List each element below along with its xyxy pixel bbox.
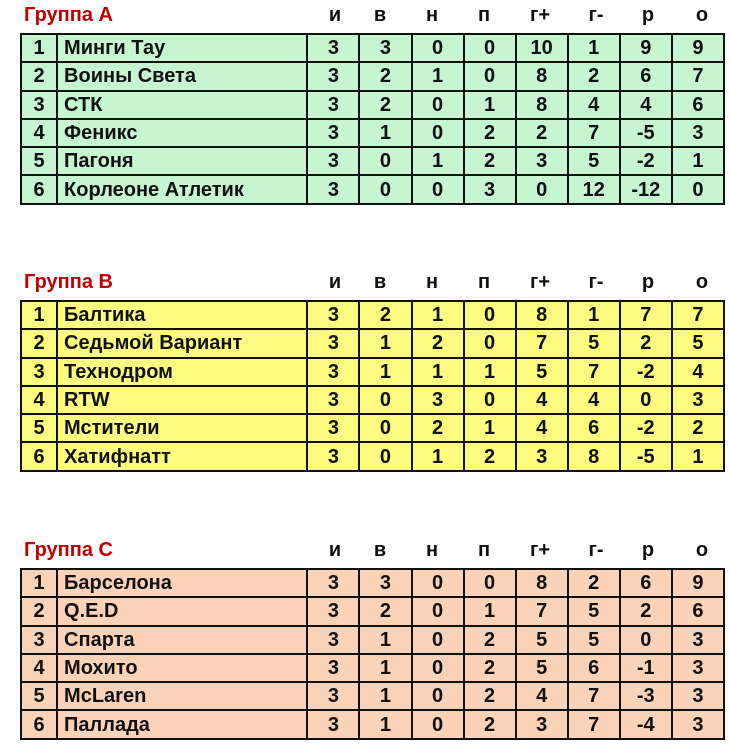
table-row bbox=[21, 358, 724, 386]
goals-for-cell: 5 bbox=[516, 626, 568, 654]
goal-diff-cell: 7 bbox=[620, 301, 672, 329]
position-cell: 5 bbox=[21, 147, 57, 175]
wins-cell: 1 bbox=[359, 358, 411, 386]
col-header-draws: н bbox=[425, 4, 439, 26]
goals-for-cell: 8 bbox=[516, 301, 568, 329]
col-header-draws: н bbox=[425, 271, 439, 293]
standings-table bbox=[20, 33, 725, 205]
goals-against-cell: 7 bbox=[568, 682, 620, 710]
team-name-cell: Хатифнатт bbox=[57, 442, 307, 470]
group-header bbox=[0, 0, 730, 30]
points-cell: 7 bbox=[672, 62, 724, 90]
wins-cell: 0 bbox=[359, 147, 411, 175]
goal-diff-cell: 2 bbox=[620, 597, 672, 625]
points-cell: 9 bbox=[672, 569, 724, 597]
wins-cell: 3 bbox=[359, 569, 411, 597]
goals-against-cell: 6 bbox=[568, 414, 620, 442]
table-row bbox=[21, 569, 724, 597]
games-cell: 3 bbox=[307, 414, 359, 442]
goals-against-cell: 7 bbox=[568, 358, 620, 386]
team-name-cell: Минги Тау bbox=[57, 34, 307, 62]
table-row bbox=[21, 62, 724, 90]
position-cell: 3 bbox=[21, 91, 57, 119]
draws-cell: 1 bbox=[412, 62, 464, 90]
position-cell: 1 bbox=[21, 569, 57, 597]
wins-cell: 0 bbox=[359, 175, 411, 203]
points-cell: 2 bbox=[672, 414, 724, 442]
goals-for-cell: 3 bbox=[516, 710, 568, 738]
losses-cell: 0 bbox=[464, 62, 516, 90]
wins-cell: 3 bbox=[359, 34, 411, 62]
wins-cell: 1 bbox=[359, 654, 411, 682]
draws-cell: 0 bbox=[412, 710, 464, 738]
team-name-cell: Спарта bbox=[57, 626, 307, 654]
draws-cell: 2 bbox=[412, 329, 464, 357]
games-cell: 3 bbox=[307, 91, 359, 119]
goals-against-cell: 7 bbox=[568, 710, 620, 738]
goals-against-cell: 12 bbox=[568, 175, 620, 203]
draws-cell: 0 bbox=[412, 682, 464, 710]
points-cell: 6 bbox=[672, 597, 724, 625]
goal-diff-cell: 2 bbox=[620, 329, 672, 357]
draws-cell: 0 bbox=[412, 34, 464, 62]
group-title: Группа С bbox=[24, 539, 113, 561]
col-header-goals-against: г- bbox=[588, 539, 604, 561]
losses-cell: 1 bbox=[464, 358, 516, 386]
col-header-points: о bbox=[695, 539, 709, 561]
standings-table bbox=[20, 300, 725, 472]
wins-cell: 0 bbox=[359, 386, 411, 414]
col-header-goals-against: г- bbox=[588, 4, 604, 26]
goals-for-cell: 7 bbox=[516, 329, 568, 357]
goal-diff-cell: -4 bbox=[620, 710, 672, 738]
goals-against-cell: 2 bbox=[568, 62, 620, 90]
position-cell: 1 bbox=[21, 301, 57, 329]
games-cell: 3 bbox=[307, 654, 359, 682]
games-cell: 3 bbox=[307, 442, 359, 470]
col-header-wins: в bbox=[373, 271, 387, 293]
points-cell: 6 bbox=[672, 91, 724, 119]
losses-cell: 2 bbox=[464, 442, 516, 470]
goals-for-cell: 10 bbox=[516, 34, 568, 62]
col-header-diff: р bbox=[641, 271, 655, 293]
games-cell: 3 bbox=[307, 386, 359, 414]
goal-diff-cell: 6 bbox=[620, 62, 672, 90]
goal-diff-cell: -2 bbox=[620, 414, 672, 442]
col-header-games: и bbox=[328, 4, 342, 26]
position-cell: 4 bbox=[21, 654, 57, 682]
goal-diff-cell: -2 bbox=[620, 147, 672, 175]
goals-for-cell: 8 bbox=[516, 569, 568, 597]
position-cell: 4 bbox=[21, 386, 57, 414]
games-cell: 3 bbox=[307, 358, 359, 386]
table-row bbox=[21, 682, 724, 710]
col-header-games: и bbox=[328, 539, 342, 561]
losses-cell: 1 bbox=[464, 91, 516, 119]
col-header-losses: п bbox=[477, 271, 491, 293]
team-name-cell: RTW bbox=[57, 386, 307, 414]
games-cell: 3 bbox=[307, 34, 359, 62]
losses-cell: 0 bbox=[464, 301, 516, 329]
goals-against-cell: 5 bbox=[568, 597, 620, 625]
draws-cell: 0 bbox=[412, 626, 464, 654]
games-cell: 3 bbox=[307, 119, 359, 147]
position-cell: 6 bbox=[21, 175, 57, 203]
losses-cell: 0 bbox=[464, 34, 516, 62]
goal-diff-cell: 4 bbox=[620, 91, 672, 119]
points-cell: 3 bbox=[672, 710, 724, 738]
points-cell: 0 bbox=[672, 175, 724, 203]
draws-cell: 1 bbox=[412, 442, 464, 470]
goal-diff-cell: 9 bbox=[620, 34, 672, 62]
position-cell: 5 bbox=[21, 414, 57, 442]
goals-against-cell: 5 bbox=[568, 147, 620, 175]
goals-for-cell: 8 bbox=[516, 62, 568, 90]
points-cell: 4 bbox=[672, 358, 724, 386]
team-name-cell: Мстители bbox=[57, 414, 307, 442]
draws-cell: 0 bbox=[412, 654, 464, 682]
goal-diff-cell: -5 bbox=[620, 442, 672, 470]
goals-against-cell: 4 bbox=[568, 91, 620, 119]
goals-for-cell: 4 bbox=[516, 386, 568, 414]
losses-cell: 0 bbox=[464, 329, 516, 357]
games-cell: 3 bbox=[307, 597, 359, 625]
col-header-wins: в bbox=[373, 4, 387, 26]
draws-cell: 0 bbox=[412, 119, 464, 147]
draws-cell: 1 bbox=[412, 147, 464, 175]
draws-cell: 2 bbox=[412, 414, 464, 442]
standings-table bbox=[20, 568, 725, 740]
games-cell: 3 bbox=[307, 329, 359, 357]
games-cell: 3 bbox=[307, 301, 359, 329]
col-header-goals-against: г- bbox=[588, 271, 604, 293]
games-cell: 3 bbox=[307, 569, 359, 597]
goals-for-cell: 4 bbox=[516, 682, 568, 710]
draws-cell: 0 bbox=[412, 175, 464, 203]
col-header-losses: п bbox=[477, 4, 491, 26]
col-header-diff: р bbox=[641, 4, 655, 26]
draws-cell: 3 bbox=[412, 386, 464, 414]
games-cell: 3 bbox=[307, 626, 359, 654]
points-cell: 1 bbox=[672, 147, 724, 175]
table-row bbox=[21, 626, 724, 654]
goals-against-cell: 1 bbox=[568, 34, 620, 62]
losses-cell: 0 bbox=[464, 569, 516, 597]
table-row bbox=[21, 34, 724, 62]
points-cell: 9 bbox=[672, 34, 724, 62]
losses-cell: 2 bbox=[464, 682, 516, 710]
position-cell: 3 bbox=[21, 626, 57, 654]
position-cell: 3 bbox=[21, 358, 57, 386]
points-cell: 5 bbox=[672, 329, 724, 357]
goal-diff-cell: -5 bbox=[620, 119, 672, 147]
table-row bbox=[21, 301, 724, 329]
goal-diff-cell: 0 bbox=[620, 626, 672, 654]
losses-cell: 2 bbox=[464, 710, 516, 738]
losses-cell: 2 bbox=[464, 147, 516, 175]
goals-for-cell: 0 bbox=[516, 175, 568, 203]
goals-against-cell: 5 bbox=[568, 626, 620, 654]
games-cell: 3 bbox=[307, 147, 359, 175]
wins-cell: 0 bbox=[359, 414, 411, 442]
games-cell: 3 bbox=[307, 175, 359, 203]
points-cell: 7 bbox=[672, 301, 724, 329]
games-cell: 3 bbox=[307, 62, 359, 90]
team-name-cell: Корлеоне Атлетик bbox=[57, 175, 307, 203]
losses-cell: 0 bbox=[464, 386, 516, 414]
col-header-losses: п bbox=[477, 539, 491, 561]
col-header-games: и bbox=[328, 271, 342, 293]
points-cell: 3 bbox=[672, 386, 724, 414]
table-row bbox=[21, 442, 724, 470]
goals-for-cell: 3 bbox=[516, 147, 568, 175]
goals-against-cell: 1 bbox=[568, 301, 620, 329]
position-cell: 6 bbox=[21, 710, 57, 738]
goals-for-cell: 4 bbox=[516, 414, 568, 442]
position-cell: 1 bbox=[21, 34, 57, 62]
col-header-diff: р bbox=[641, 539, 655, 561]
group-a bbox=[0, 0, 730, 201]
col-header-points: о bbox=[695, 4, 709, 26]
col-header-draws: н bbox=[425, 539, 439, 561]
wins-cell: 1 bbox=[359, 710, 411, 738]
losses-cell: 1 bbox=[464, 414, 516, 442]
team-name-cell: Балтика bbox=[57, 301, 307, 329]
team-name-cell: McLaren bbox=[57, 682, 307, 710]
points-cell: 1 bbox=[672, 442, 724, 470]
goals-for-cell: 2 bbox=[516, 119, 568, 147]
team-name-cell: СТК bbox=[57, 91, 307, 119]
table-row bbox=[21, 654, 724, 682]
wins-cell: 1 bbox=[359, 119, 411, 147]
losses-cell: 2 bbox=[464, 119, 516, 147]
draws-cell: 0 bbox=[412, 91, 464, 119]
table-row bbox=[21, 91, 724, 119]
goals-against-cell: 4 bbox=[568, 386, 620, 414]
goals-against-cell: 5 bbox=[568, 329, 620, 357]
losses-cell: 2 bbox=[464, 654, 516, 682]
team-name-cell: Седьмой Вариант bbox=[57, 329, 307, 357]
wins-cell: 2 bbox=[359, 62, 411, 90]
position-cell: 2 bbox=[21, 597, 57, 625]
group-header bbox=[0, 535, 730, 565]
goals-against-cell: 2 bbox=[568, 569, 620, 597]
goals-for-cell: 7 bbox=[516, 597, 568, 625]
group-b bbox=[0, 267, 730, 468]
col-header-wins: в bbox=[373, 539, 387, 561]
col-header-goals-for: г+ bbox=[529, 539, 550, 561]
goal-diff-cell: -2 bbox=[620, 358, 672, 386]
position-cell: 6 bbox=[21, 442, 57, 470]
table-row bbox=[21, 414, 724, 442]
goals-against-cell: 6 bbox=[568, 654, 620, 682]
wins-cell: 2 bbox=[359, 597, 411, 625]
team-name-cell: Пагоня bbox=[57, 147, 307, 175]
position-cell: 5 bbox=[21, 682, 57, 710]
draws-cell: 0 bbox=[412, 597, 464, 625]
draws-cell: 1 bbox=[412, 301, 464, 329]
position-cell: 2 bbox=[21, 62, 57, 90]
team-name-cell: Барселона bbox=[57, 569, 307, 597]
team-name-cell: Технодром bbox=[57, 358, 307, 386]
wins-cell: 1 bbox=[359, 626, 411, 654]
group-title: Группа В bbox=[24, 271, 113, 293]
losses-cell: 3 bbox=[464, 175, 516, 203]
goals-against-cell: 7 bbox=[568, 119, 620, 147]
table-row bbox=[21, 119, 724, 147]
points-cell: 3 bbox=[672, 119, 724, 147]
goal-diff-cell: -1 bbox=[620, 654, 672, 682]
wins-cell: 1 bbox=[359, 682, 411, 710]
table-row bbox=[21, 386, 724, 414]
points-cell: 3 bbox=[672, 682, 724, 710]
team-name-cell: Воины Света bbox=[57, 62, 307, 90]
points-cell: 3 bbox=[672, 626, 724, 654]
col-header-goals-for: г+ bbox=[529, 271, 550, 293]
goals-for-cell: 5 bbox=[516, 654, 568, 682]
goals-for-cell: 3 bbox=[516, 442, 568, 470]
goals-for-cell: 5 bbox=[516, 358, 568, 386]
position-cell: 4 bbox=[21, 119, 57, 147]
losses-cell: 2 bbox=[464, 626, 516, 654]
draws-cell: 0 bbox=[412, 569, 464, 597]
position-cell: 2 bbox=[21, 329, 57, 357]
goal-diff-cell: 6 bbox=[620, 569, 672, 597]
wins-cell: 2 bbox=[359, 301, 411, 329]
table-row bbox=[21, 147, 724, 175]
group-header bbox=[0, 267, 730, 297]
goal-diff-cell: 0 bbox=[620, 386, 672, 414]
group-title: Группа А bbox=[24, 4, 113, 26]
draws-cell: 1 bbox=[412, 358, 464, 386]
points-cell: 3 bbox=[672, 654, 724, 682]
goals-for-cell: 8 bbox=[516, 91, 568, 119]
goals-against-cell: 8 bbox=[568, 442, 620, 470]
table-row bbox=[21, 175, 724, 203]
table-row bbox=[21, 710, 724, 738]
wins-cell: 0 bbox=[359, 442, 411, 470]
team-name-cell: Паллада bbox=[57, 710, 307, 738]
games-cell: 3 bbox=[307, 682, 359, 710]
games-cell: 3 bbox=[307, 710, 359, 738]
goal-diff-cell: -12 bbox=[620, 175, 672, 203]
losses-cell: 1 bbox=[464, 597, 516, 625]
group-c bbox=[0, 535, 730, 736]
wins-cell: 1 bbox=[359, 329, 411, 357]
goal-diff-cell: -3 bbox=[620, 682, 672, 710]
table-row bbox=[21, 329, 724, 357]
team-name-cell: Феникс bbox=[57, 119, 307, 147]
team-name-cell: Q.E.D bbox=[57, 597, 307, 625]
table-row bbox=[21, 597, 724, 625]
col-header-goals-for: г+ bbox=[529, 4, 550, 26]
team-name-cell: Мохито bbox=[57, 654, 307, 682]
wins-cell: 2 bbox=[359, 91, 411, 119]
col-header-points: о bbox=[695, 271, 709, 293]
